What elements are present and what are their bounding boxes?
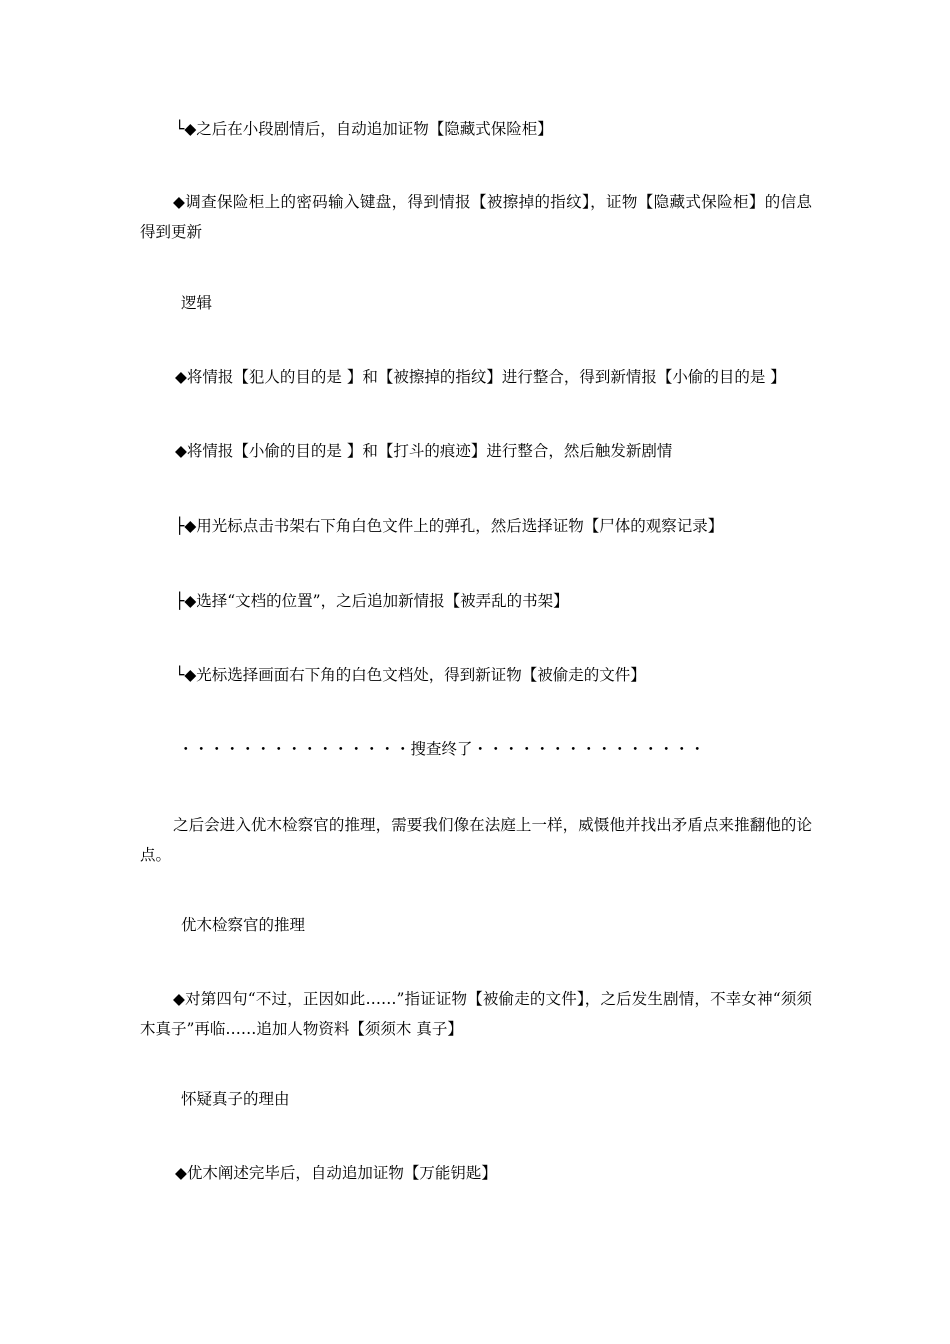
paragraph-1: 之后会进入优木检察官的推理，需要我们像在法庭上一样，威慑他并找出矛盾点来推翻他的论点。 (140, 816, 812, 864)
line-last: ◆优木阐述完毕后，自动追加证物【万能钥匙】 (175, 1164, 497, 1182)
heading-suspect-reason: 怀疑真子的理由 (181, 1090, 290, 1108)
line-8: └◆光标选择画面右下角的白色文档处，得到新证物【被偷走的文件】 (175, 666, 646, 684)
line-7: ├◆选择“文档的位置”，之后追加新情报【被弄乱的书架】 (175, 592, 569, 610)
heading-prosecutor-reasoning: 优木检察官的推理 (181, 916, 306, 934)
heading-logic: 逻辑 (181, 294, 213, 312)
line-6: ├◆用光标点击书架右下角白色文件上的弹孔，然后选择证物【尸体的观察记录】 (175, 517, 724, 535)
line-1: └◆之后在小段剧情后，自动追加证物【隐藏式保险柜】 (175, 120, 553, 138)
search-end-divider: ・・・・・・・・・・・・・・・搜查终了・・・・・・・・・・・・・・・ (178, 740, 706, 758)
line-2: ◆调查保险柜上的密码输入键盘，得到情报【被擦掉的指纹】，证物【隐藏式保险柜】的信息得到更新 (140, 193, 812, 241)
line-5: ◆将情报【小偷的目的是 】和【打斗的痕迹】进行整合，然后触发新剧情 (175, 442, 673, 460)
paragraph-2: ◆对第四句“不过，正因如此……”指证证物【被偷走的文件】，之后发生剧情，不幸女神“须须木真子”再临……追加人物资料【须须木 真子】 (140, 990, 812, 1038)
line-4: ◆将情报【犯人的目的是 】和【被擦掉的指纹】进行整合，得到新情报【小偷的目的是 】 (175, 368, 786, 386)
